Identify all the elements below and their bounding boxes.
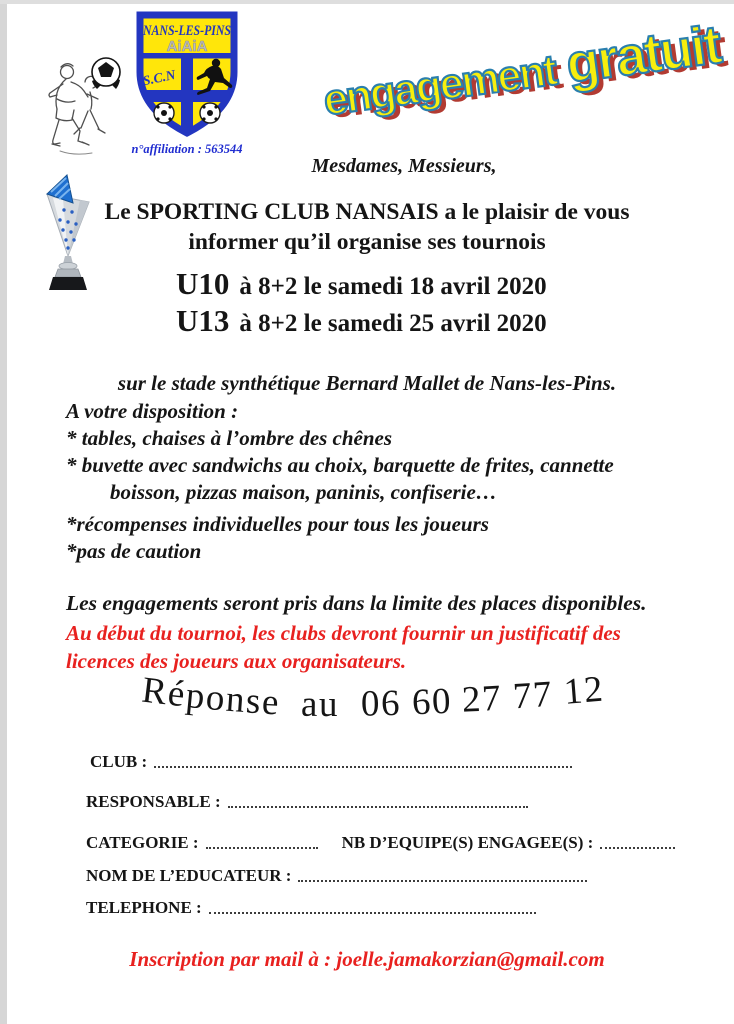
- crest-affiliation: n°affiliation : 563544: [131, 142, 243, 156]
- intro-line-1: Le SPORTING CLUB NANSAIS a le plaisir de vous: [104, 199, 630, 225]
- banner-engagement-gratuit: [319, 14, 723, 128]
- crest-football-left-icon: [154, 103, 174, 123]
- rewards-list: [66, 511, 489, 565]
- tournament-row-u10: [176, 266, 547, 303]
- intro-paragraph: [5, 197, 729, 257]
- categorie-fill-line: [206, 847, 318, 849]
- soccer-ball-icon: [92, 58, 120, 89]
- banner-word-1: engagement: [320, 46, 559, 125]
- salutation-text: Mesdames, Messieurs,: [311, 155, 497, 177]
- facility-line: boisson, pizzas maison, paninis, confiserie…: [110, 480, 497, 504]
- responsable-label: RESPONSABLE :: [86, 792, 221, 811]
- form-row-educateur: [86, 866, 587, 886]
- educateur-fill-line: [298, 880, 587, 882]
- warning-line-2: licences des joueurs aux organisateurs.: [66, 649, 407, 673]
- warning-line-1: Au début du tournoi, les clubs devront fournir un justificatif des: [66, 621, 621, 645]
- categorie-label: CATEGORIE :: [86, 833, 199, 852]
- tournament-details: à 8+2 le samedi 25 avril 2020: [239, 310, 547, 337]
- telephone-label: TELEPHONE :: [86, 898, 202, 917]
- intro-line-2: informer qu’il organise ses tournois: [188, 229, 546, 255]
- form-row-telephone: [86, 898, 536, 918]
- venue-line: sur le stade synthétique Bernard Mallet de Nans-les-Pins.: [117, 371, 617, 395]
- tournament-category: U13: [176, 303, 230, 338]
- educateur-label: NOM DE L’EDUCATEUR :: [86, 866, 292, 885]
- reward-line: *récompenses individuelles pour tous les joueurs: [66, 512, 489, 536]
- nb-equipe-fill-line: [600, 847, 675, 849]
- telephone-fill-line: [209, 912, 536, 914]
- crest-club-name: NANS-LES-PINS: [142, 23, 231, 39]
- warning-text: [66, 619, 621, 675]
- banner-word-2: gratuit: [562, 14, 724, 95]
- footballers-sketch: [30, 54, 138, 158]
- scan-edge-top: [0, 0, 734, 4]
- crest-emblem: AiAiA: [166, 38, 208, 55]
- responsable-fill-line: [228, 806, 528, 808]
- facility-line: * buvette avec sandwichs au choix, barquette de frites, cannette: [66, 453, 614, 477]
- club-label: CLUB :: [90, 752, 148, 771]
- crest-initials: S.C.N: [141, 66, 177, 89]
- club-fill-line: [154, 766, 572, 768]
- form-row-categorie: [86, 833, 675, 853]
- form-row-responsable: [86, 792, 528, 812]
- form-row-club: [90, 752, 572, 772]
- facilities-list: [66, 425, 614, 506]
- notice-line: Les engagements seront pris dans la limite des places disponibles.: [66, 591, 647, 615]
- tournament-details: à 8+2 le samedi 18 avril 2020: [239, 273, 547, 300]
- tournament-row-u13: [176, 303, 547, 340]
- response-phone-line: Réponse au 06 60 27 77 12: [139, 668, 606, 726]
- club-crest: [126, 6, 248, 158]
- nb-equipe-label: NB D’EQUIPE(S) ENGAGEE(S) :: [341, 833, 594, 852]
- scan-edge-left: [0, 0, 7, 1024]
- facilities-heading: A votre disposition :: [66, 399, 239, 423]
- mail-registration-line: Inscription par mail à : joelle.jamakorzian@gmail.com: [129, 947, 605, 971]
- facility-line: * tables, chaises à l’ombre des chênes: [66, 426, 393, 450]
- tournament-category: U10: [176, 266, 230, 301]
- tournament-list: [176, 266, 547, 340]
- crest-football-right-icon: [200, 103, 220, 123]
- reward-line: *pas de caution: [66, 539, 202, 563]
